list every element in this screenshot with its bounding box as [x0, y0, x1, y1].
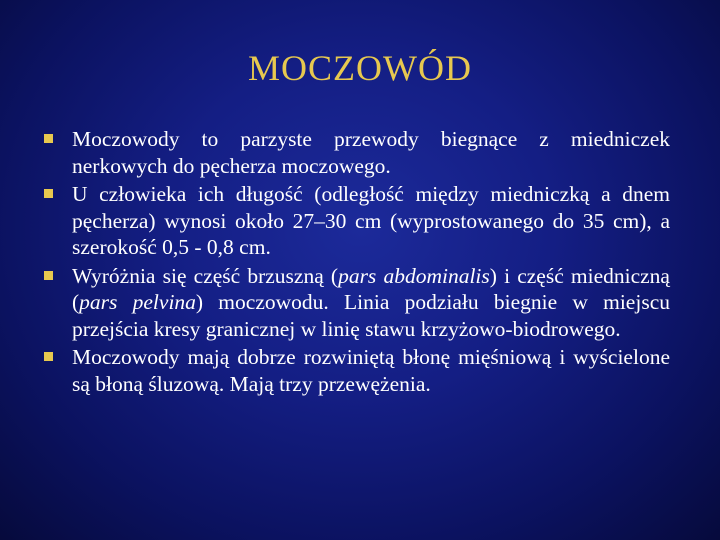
slide-title: MOCZOWÓD: [248, 48, 472, 88]
bullet-item: [44, 263, 670, 343]
bullet-item: [44, 126, 670, 179]
bullet-text: [72, 127, 670, 178]
square-bullet-icon: [44, 352, 53, 361]
bullet-text: [72, 345, 670, 396]
latin-term: pars abdominalis: [338, 263, 490, 288]
bullet-item: [44, 181, 670, 261]
bullet-text-segment: Moczowody mają dobrze rozwiniętą błonę mięśniową i wyścielone są błoną śluzową. Mają trzy przewężenia.: [72, 345, 670, 396]
bullet-text-segment: U człowieka ich długość (odległość między miedniczką a dnem pęcherza) wynosi około 27–30 cm (wyprostowanego do 35 cm), a szerokość 0,5 - 0,8 cm.: [72, 182, 670, 259]
square-bullet-icon: [44, 271, 53, 280]
bullet-item: [44, 344, 670, 397]
bullet-text-segment: ) moczowodu. Linia podziału biegnie w miejscu przejścia kresy granicznej w linię stawu krzyżowo-biodrowego.: [72, 290, 670, 341]
bullet-text: [72, 182, 670, 259]
bullet-text: [72, 264, 670, 341]
bullet-text-segment: Moczowody to parzyste przewody biegnące z miedniczek nerkowych do pęcherza moczowego.: [72, 127, 670, 178]
square-bullet-icon: [44, 134, 53, 143]
latin-term: pars pelvina: [79, 290, 196, 314]
bullet-list: [44, 126, 670, 399]
bullet-text-segment: ) i część miedniczną (: [72, 263, 670, 314]
bullet-text-segment: Wyróżnia się część brzuszną (: [72, 263, 339, 288]
square-bullet-icon: [44, 189, 53, 198]
